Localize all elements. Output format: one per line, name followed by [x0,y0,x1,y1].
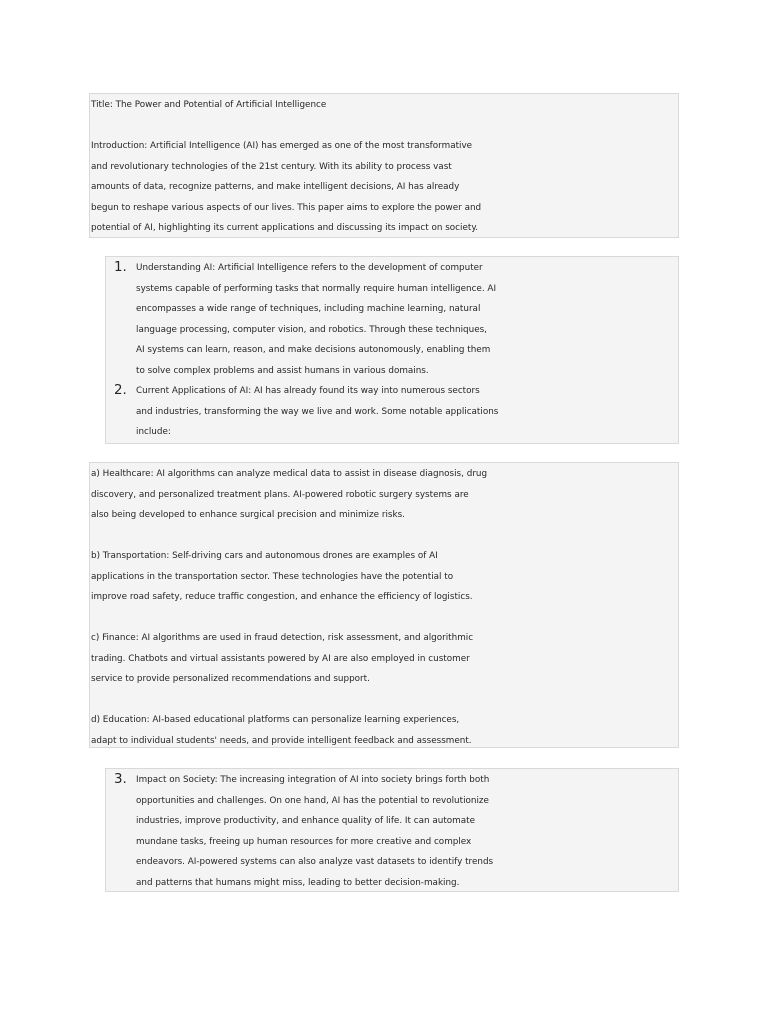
list-item-line: language processing, computer vision, and robotics. Through these techniques, [136,324,487,335]
intro-line: amounts of data, recognize patterns, and make intelligent decisions, AI has already [91,182,460,192]
list-item-line: and patterns that humans might miss, leading to better decision-making. [136,877,460,888]
list-item-impact-on-society [106,770,678,893]
list-item-line: Current Applications of AI: AI has already found its way into numerous sectors [136,386,480,396]
numbered-list-block-2[interactable] [105,768,679,892]
list-item-number: 2. [114,383,127,398]
application-line: adapt to individual students' needs, and provide intelligent feedback and assessment. [91,735,472,746]
application-finance [91,628,678,690]
list-item-line: include: [136,427,171,437]
numbered-list-block[interactable] [105,256,679,444]
list-item-line: opportunities and challenges. On one hand, AI has the potential to revolutionize [136,795,489,806]
paragraph-gap [91,608,678,629]
application-education [91,710,678,751]
application-line: c) Finance: AI algorithms are used in fraud detection, risk assessment, and algorithmic [91,633,474,643]
list-item-line: encompasses a wide range of techniques, including machine learning, natural [136,304,481,314]
application-line: service to provide personalized recommendations and support. [91,674,370,684]
paragraph-gap [91,526,678,547]
intro-line: Introduction: Artificial Intelligence (AI) has emerged as one of the most transformative [91,141,473,151]
paragraph-gap [91,690,678,711]
list-item-line: endeavors. AI-powered systems can also analyze vast datasets to identify trends [136,857,494,867]
list-item-line: systems capable of performing tasks that normally require human intelligence. AI [136,283,497,294]
list-item-current-applications [106,381,678,443]
application-line: a) Healthcare: AI algorithms can analyze medical data to assist in disease diagnosis, drug [91,469,488,479]
application-line: b) Transportation: Self-driving cars and autonomous drones are examples of AI [91,551,438,561]
list-item-line: Understanding AI: Artificial Intelligence refers to the development of computer [136,263,483,273]
intro-line: and revolutionary technologies of the 21st century. With its ability to process vast [91,161,452,172]
application-line: discovery, and personalized treatment plans. AI-powered robotic surgery systems are [91,489,469,500]
list-item-number: 1. [114,260,127,275]
document-title: Title: The Power and Potential of Artificial Intelligence [91,100,327,110]
application-transportation [91,546,678,608]
list-item-line: AI systems can learn, reason, and make decisions autonomously, enabling them [136,345,491,355]
list-item-line: to solve complex problems and assist humans in various domains. [136,365,429,376]
list-item-number: 3. [114,772,127,787]
list-item-line: industries, improve productivity, and enhance quality of life. It can automate [136,816,475,826]
list-item-understanding-ai [106,258,678,381]
application-line: improve road safety, reduce traffic congestion, and enhance the efficiency of logistics. [91,592,473,602]
applications-block[interactable] [89,462,679,748]
intro-block[interactable] [89,93,679,238]
application-healthcare [91,464,678,526]
list-item-line: mundane tasks, freeing up human resources for more creative and complex [136,836,472,847]
application-line: also being developed to enhance surgical precision and minimize risks. [91,510,405,520]
application-line: applications in the transportation sector. These technologies have the potential to [91,571,454,582]
list-item-line: and industries, transforming the way we live and work. Some notable applications [136,406,499,417]
intro-line: begun to reshape various aspects of our lives. This paper aims to explore the power and [91,202,482,213]
paragraph-gap [91,116,678,137]
intro-line: potential of AI, highlighting its current applications and discussing its impact on society. [91,223,479,233]
list-item-line: Impact on Society: The increasing integration of AI into society brings forth both [136,775,490,785]
application-line: d) Education: AI-based educational platforms can personalize learning experiences, [91,715,460,725]
application-line: trading. Chatbots and virtual assistants powered by AI are also employed in customer [91,653,470,664]
